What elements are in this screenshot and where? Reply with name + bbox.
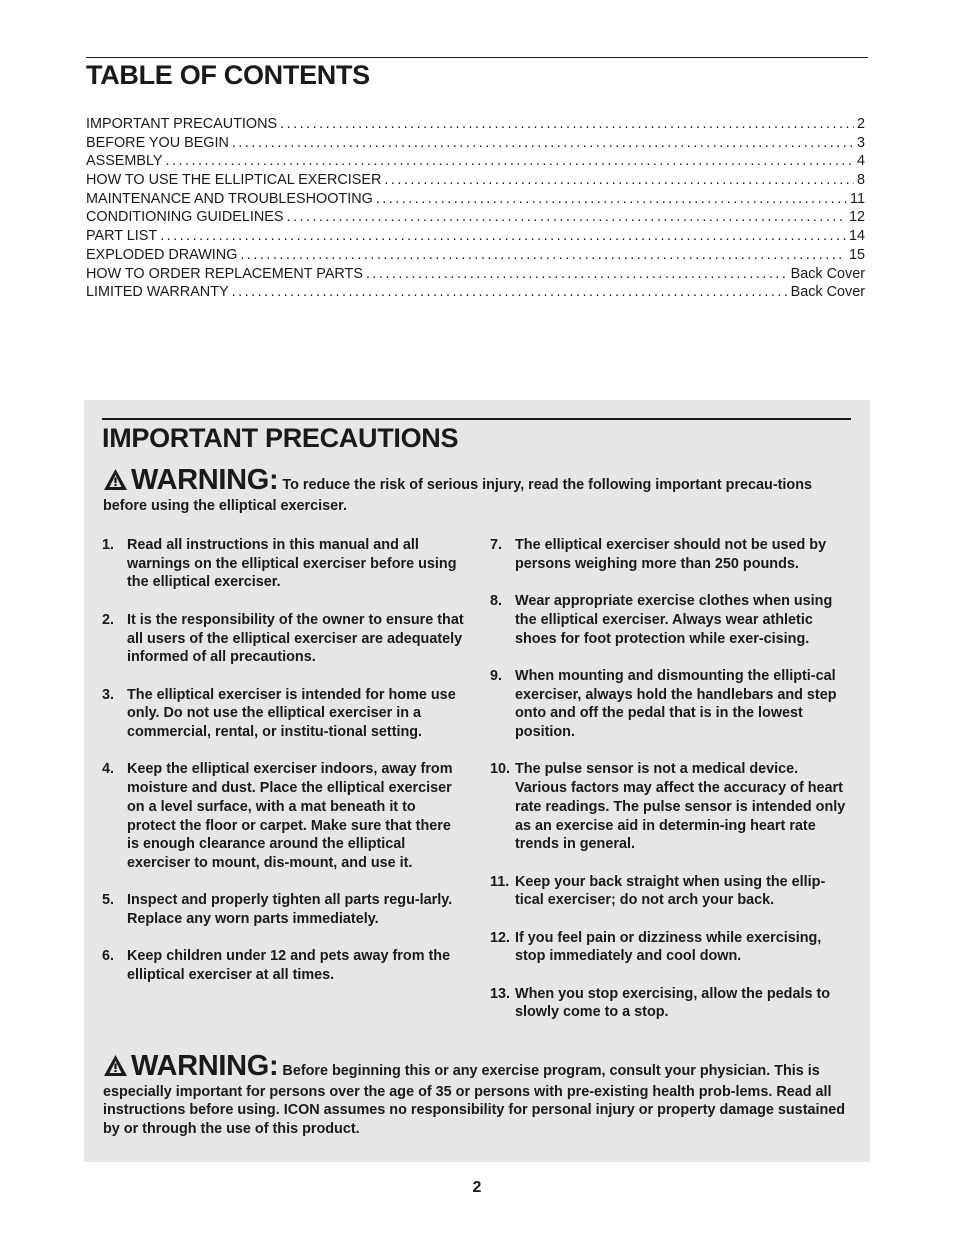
warning-triangle-icon bbox=[103, 468, 128, 497]
precaution-number: 5. bbox=[102, 892, 115, 909]
precaution-number: 2. bbox=[102, 611, 115, 628]
precaution-item bbox=[490, 667, 854, 742]
toc-entry-label: PART LIST bbox=[86, 228, 158, 245]
warning-label: WARNING: bbox=[131, 464, 279, 496]
precaution-item bbox=[490, 985, 854, 1022]
toc-entry-label: CONDITIONING GUIDELINES bbox=[86, 209, 284, 226]
toc-entry bbox=[86, 152, 865, 171]
toc-entry bbox=[86, 246, 865, 265]
toc-entry-page: 4 bbox=[856, 153, 865, 170]
toc-entry-page: 15 bbox=[848, 246, 865, 263]
precaution-text: When you stop exercising, allow the pedals to slowly come to a stop. bbox=[515, 985, 831, 1021]
toc-entry-label: EXPLODED DRAWING bbox=[86, 246, 238, 263]
precaution-number: 11. bbox=[490, 873, 510, 890]
precaution-text: The pulse sensor is not a medical device. Various factors may affect the accuracy of heart rate readings. The pulse sensor is intended only as an exercise aid in determin-ing heart rate trends in general. bbox=[515, 761, 846, 853]
toc-dot-leader bbox=[376, 190, 847, 209]
precaution-number: 13. bbox=[490, 985, 511, 1002]
precaution-item bbox=[490, 929, 854, 966]
page-number: 2 bbox=[472, 1179, 482, 1196]
warning-intro-text: To reduce the risk of serious injury, read the following important precau-tions before using the elliptical exerciser. bbox=[103, 477, 813, 514]
toc-entry-label: HOW TO ORDER REPLACEMENT PARTS bbox=[86, 265, 363, 282]
precaution-number: 10. bbox=[490, 761, 511, 778]
precautions-list-right bbox=[490, 536, 854, 1041]
toc-entry-label: BEFORE YOU BEGIN bbox=[86, 134, 229, 151]
toc-list bbox=[86, 115, 865, 302]
precaution-text: Inspect and properly tighten all parts regu-larly. Replace any worn parts immediately. bbox=[127, 892, 453, 927]
precaution-item bbox=[102, 760, 464, 872]
precaution-item bbox=[102, 891, 464, 928]
precaution-item bbox=[490, 873, 854, 910]
warning-triangle-icon bbox=[103, 1054, 128, 1083]
toc-entry-label: MAINTENANCE AND TROUBLESHOOTING bbox=[86, 190, 373, 207]
precautions-title: IMPORTANT PRECAUTIONS bbox=[102, 423, 459, 453]
precautions-list-left bbox=[102, 536, 464, 1003]
toc-dot-leader bbox=[160, 227, 846, 246]
precaution-text: It is the responsibility of the owner to ensure that all users of the elliptical exerciser are adequately informed of all precautions. bbox=[127, 611, 464, 666]
precaution-item bbox=[490, 536, 854, 573]
toc-title: TABLE OF CONTENTS bbox=[86, 60, 370, 90]
precaution-number: 1. bbox=[102, 537, 115, 553]
precaution-number: 9. bbox=[490, 667, 503, 684]
precaution-text: Keep children under 12 and pets away from the elliptical exerciser at all times. bbox=[127, 948, 451, 984]
precaution-text: If you feel pain or dizziness while exercising, stop immediately and cool down. bbox=[515, 929, 822, 965]
toc-dot-leader bbox=[232, 283, 788, 302]
warning-intro bbox=[103, 464, 853, 515]
precautions-panel bbox=[84, 400, 870, 1162]
toc-dot-leader bbox=[287, 208, 846, 227]
toc-entry-label: IMPORTANT PRECAUTIONS bbox=[86, 116, 278, 132]
precaution-item bbox=[102, 611, 464, 667]
precaution-number: 8. bbox=[490, 593, 503, 610]
precaution-item bbox=[490, 592, 854, 648]
toc-entry-page: Back Cover bbox=[790, 284, 865, 301]
precaution-text: When mounting and dismounting the ellipti-cal exerciser, always hold the handlebars and step onto and off the pedal that is in the lowest position. bbox=[515, 667, 837, 740]
precaution-text: The elliptical exerciser should not be used by persons weighing more than 250 pounds. bbox=[515, 537, 827, 572]
toc-dot-leader bbox=[384, 171, 854, 190]
toc-entry bbox=[86, 171, 865, 190]
toc-entry bbox=[86, 134, 865, 153]
toc-dot-leader bbox=[232, 134, 854, 153]
toc-entry-label: HOW TO USE THE ELLIPTICAL EXERCISER bbox=[86, 172, 382, 189]
toc-entry bbox=[86, 227, 865, 246]
toc-entry bbox=[86, 208, 865, 227]
precaution-text: Wear appropriate exercise clothes when using the elliptical exerciser. Always wear athletic shoes for foot protection while exer-cising. bbox=[515, 593, 833, 647]
toc-entry-page: 14 bbox=[848, 228, 865, 245]
toc-entry-page: Back Cover bbox=[790, 265, 865, 282]
toc-entry bbox=[86, 190, 865, 209]
precaution-item bbox=[102, 686, 464, 742]
precaution-text: Read all instructions in this manual and all warnings on the elliptical exerciser before using the elliptical exerciser. bbox=[127, 537, 457, 591]
precaution-text: Keep your back straight when using the ellip-tical exerciser; do not arch your back. bbox=[515, 873, 826, 909]
precaution-number: 6. bbox=[102, 948, 115, 965]
precaution-number: 4. bbox=[102, 761, 115, 778]
precaution-number: 12. bbox=[490, 929, 511, 946]
toc-entry-page: 3 bbox=[856, 134, 865, 151]
toc-entry-page: 12 bbox=[848, 209, 865, 226]
bottom-warning-text: Before beginning this or any exercise program, consult your physician. This is especially important for persons over the age of 35 or persons with pre-existing health prob-lems. Read all instructions before using. ICON assumes no responsibility for personal injury or property damage sustained by or through the use of this product. bbox=[103, 1063, 846, 1138]
toc-entry-page: 11 bbox=[850, 190, 865, 207]
toc-dot-leader bbox=[240, 246, 846, 265]
toc-entry-label: ASSEMBLY bbox=[86, 153, 163, 170]
precaution-text: The elliptical exerciser is intended for home use only. Do not use the elliptical exerciser in a commercial, rental, or institu-tional setting. bbox=[127, 686, 456, 740]
precaution-item bbox=[102, 536, 464, 592]
bottom-warning bbox=[103, 1050, 853, 1139]
precaution-number: 7. bbox=[490, 537, 503, 553]
toc-dot-leader bbox=[166, 152, 854, 171]
toc-entry-page: 8 bbox=[856, 172, 865, 189]
warning-label: WARNING: bbox=[131, 1050, 279, 1082]
toc-entry-page: 2 bbox=[856, 116, 865, 132]
precaution-item bbox=[102, 947, 464, 984]
toc-entry bbox=[86, 283, 865, 302]
toc-dot-leader bbox=[366, 265, 788, 284]
precaution-number: 3. bbox=[102, 686, 115, 703]
toc-entry bbox=[86, 115, 865, 134]
toc-dot-leader bbox=[280, 115, 854, 134]
precaution-item bbox=[490, 760, 854, 854]
precaution-text: Keep the elliptical exerciser indoors, away from moisture and dust. Place the elliptical exerciser on a level surface, with a mat beneath it to protect the floor or carpet. Make sure that there is enough clearance around the elliptical exerciser to mount, dis-mount, and use it. bbox=[127, 761, 453, 871]
toc-entry bbox=[86, 265, 865, 284]
toc-entry-label: LIMITED WARRANTY bbox=[86, 284, 229, 301]
